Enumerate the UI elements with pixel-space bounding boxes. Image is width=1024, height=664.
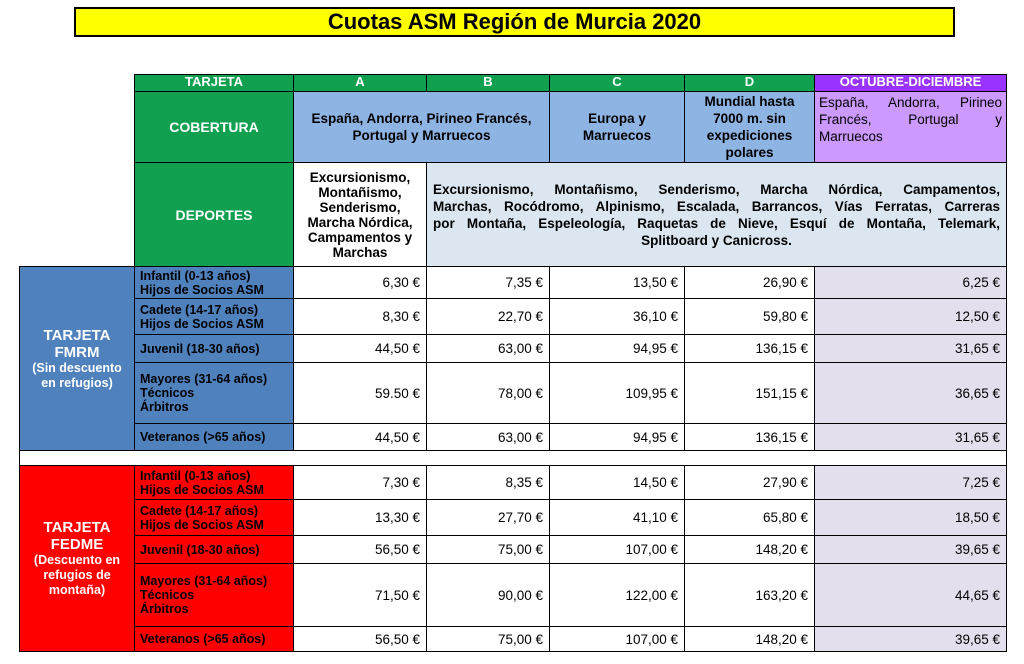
price-cell-b: 8,35 €	[426, 465, 550, 500]
price-cell-c: 94,95 €	[549, 423, 685, 451]
price-cell-oct: 12,50 €	[814, 298, 1007, 335]
price-cell-a: 44,50 €	[293, 334, 427, 363]
category-line: Mayores (31-64 años)	[140, 372, 268, 386]
price-cell-d: 151,15 €	[684, 362, 815, 424]
price-cell-b: 63,00 €	[426, 334, 550, 363]
deportes-line-4: Splitboard y Canicross.	[641, 232, 792, 248]
price-cell-b: 78,00 €	[426, 362, 550, 424]
category-line: Mayores (31-64 años)	[140, 574, 268, 588]
price-cell-d: 65,80 €	[684, 499, 815, 536]
cobertura-c: Europa y Marruecos	[549, 91, 685, 163]
price-cell-c: 122,00 €	[549, 563, 685, 627]
price-cell-a: 56,50 €	[293, 626, 427, 652]
fedme-label-4: refugios de	[43, 568, 111, 582]
category-line: Hijos de Socios ASM	[140, 282, 264, 297]
fedme-label-1: TARJETA	[43, 519, 111, 536]
fedme-label-2: FEDME	[50, 536, 104, 553]
category-line: Veteranos (>65 años)	[140, 632, 266, 646]
price-cell-c: 94,95 €	[549, 334, 685, 363]
cobertura-label: COBERTURA	[134, 91, 294, 163]
price-cell-oct: 31,65 €	[814, 423, 1007, 451]
deportes-line-3: por Montaña, Espeleología, Raquetas de Nieve, Esquí de Montaña, Telemark,	[433, 215, 1000, 231]
price-cell-d: 26,90 €	[684, 266, 815, 299]
header-d: D	[684, 74, 815, 92]
price-cell-a: 59.50 €	[293, 362, 427, 424]
price-cell-d: 59,80 €	[684, 298, 815, 335]
price-cell-oct: 6,25 €	[814, 266, 1007, 299]
category-cell	[134, 266, 294, 299]
category-line: Hijos de Socios ASM	[140, 482, 264, 497]
deportes-line-2: Marchas, Rocódromo, Alpinismo, Escalada, Barrancos, Vías Ferratas, Carreras	[433, 198, 1000, 214]
page-title: Cuotas ASM Región de Murcia 2020	[74, 7, 955, 37]
category-line: Veteranos (>65 años)	[140, 430, 266, 444]
fmrm-label-2: FMRM	[54, 343, 100, 361]
price-cell-c: 107,00 €	[549, 626, 685, 652]
price-cell-a: 13,30 €	[293, 499, 427, 536]
category-line: Técnicos	[140, 588, 195, 602]
cobertura-ab: España, Andorra, Pirineo Francés, Portugal y Marruecos	[293, 91, 550, 163]
category-line: Infantil (0-13 años)	[140, 268, 251, 283]
category-line: Juvenil (18-30 años)	[140, 341, 260, 356]
fedme-label-5: montaña)	[48, 583, 106, 597]
price-cell-c: 13,50 €	[549, 266, 685, 299]
category-cell	[134, 334, 294, 363]
category-cell	[134, 563, 294, 627]
price-cell-d: 163,20 €	[684, 563, 815, 627]
fedme-label-3: (Descuento en	[33, 553, 121, 567]
header-a: A	[293, 74, 427, 92]
header-b: B	[426, 74, 550, 92]
deportes-rest	[426, 162, 1007, 267]
category-cell	[134, 535, 294, 564]
price-cell-a: 44,50 €	[293, 423, 427, 451]
section-divider	[19, 450, 1007, 466]
category-cell	[134, 626, 294, 652]
cobertura-oct: España, Andorra, Pirineo Francés, Portugal y Marruecos	[814, 91, 1007, 163]
price-cell-a: 56,50 €	[293, 535, 427, 564]
deportes-label: DEPORTES	[134, 162, 294, 267]
category-line: Cadete (14-17 años)	[140, 503, 259, 518]
price-cell-oct: 39,65 €	[814, 626, 1007, 652]
category-line: Árbitros	[140, 602, 189, 616]
price-cell-a: 8,30 €	[293, 298, 427, 335]
price-cell-oct: 31,65 €	[814, 334, 1007, 363]
deportes-line-1: Excursionismo, Montañismo, Senderismo, Marcha Nórdica, Campamentos,	[433, 181, 1000, 197]
header-octubre-diciembre: OCTUBRE-DICIEMBRE	[814, 74, 1007, 92]
price-cell-oct: 39,65 €	[814, 535, 1007, 564]
category-cell	[134, 298, 294, 335]
category-line: Infantil (0-13 años)	[140, 468, 251, 483]
category-line: Hijos de Socios ASM	[140, 316, 264, 331]
header-tarjeta: TARJETA	[134, 74, 294, 92]
category-cell	[134, 499, 294, 536]
category-line: Árbitros	[140, 400, 189, 414]
price-cell-d: 27,90 €	[684, 465, 815, 500]
price-cell-b: 63,00 €	[426, 423, 550, 451]
deportes-a: Excursionismo, Montañismo, Senderismo, Marcha Nórdica, Campamentos y Marchas	[293, 162, 427, 267]
price-cell-c: 107,00 €	[549, 535, 685, 564]
header-c: C	[549, 74, 685, 92]
price-cell-a: 7,30 €	[293, 465, 427, 500]
price-cell-c: 14,50 €	[549, 465, 685, 500]
price-cell-b: 75,00 €	[426, 535, 550, 564]
category-cell	[134, 362, 294, 424]
fmrm-label-1: TARJETA	[43, 326, 111, 344]
category-line: Técnicos	[140, 386, 195, 400]
price-cell-oct: 36,65 €	[814, 362, 1007, 424]
cobertura-d: Mundial hasta 7000 m. sin expediciones polares	[684, 91, 815, 163]
price-cell-oct: 18,50 €	[814, 499, 1007, 536]
fmrm-label-4: en refugios)	[41, 375, 113, 390]
category-line: Juvenil (18-30 años)	[140, 542, 260, 557]
price-cell-a: 6,30 €	[293, 266, 427, 299]
category-cell	[134, 423, 294, 451]
price-cell-b: 7,35 €	[426, 266, 550, 299]
fmrm-label-3: (Sin descuento	[32, 360, 122, 375]
price-cell-d: 148,20 €	[684, 626, 815, 652]
price-cell-d: 148,20 €	[684, 535, 815, 564]
price-cell-b: 90,00 €	[426, 563, 550, 627]
price-cell-oct: 7,25 €	[814, 465, 1007, 500]
price-cell-d: 136,15 €	[684, 334, 815, 363]
category-line: Cadete (14-17 años)	[140, 302, 259, 317]
category-line: Hijos de Socios ASM	[140, 517, 264, 532]
price-cell-b: 22,70 €	[426, 298, 550, 335]
price-cell-c: 36,10 €	[549, 298, 685, 335]
price-cell-b: 75,00 €	[426, 626, 550, 652]
fmrm-card-label	[19, 266, 135, 451]
price-cell-c: 109,95 €	[549, 362, 685, 424]
price-cell-c: 41,10 €	[549, 499, 685, 536]
price-cell-oct: 44,65 €	[814, 563, 1007, 627]
fedme-card-label	[19, 465, 135, 652]
category-cell	[134, 465, 294, 500]
price-cell-a: 71,50 €	[293, 563, 427, 627]
price-cell-b: 27,70 €	[426, 499, 550, 536]
price-cell-d: 136,15 €	[684, 423, 815, 451]
